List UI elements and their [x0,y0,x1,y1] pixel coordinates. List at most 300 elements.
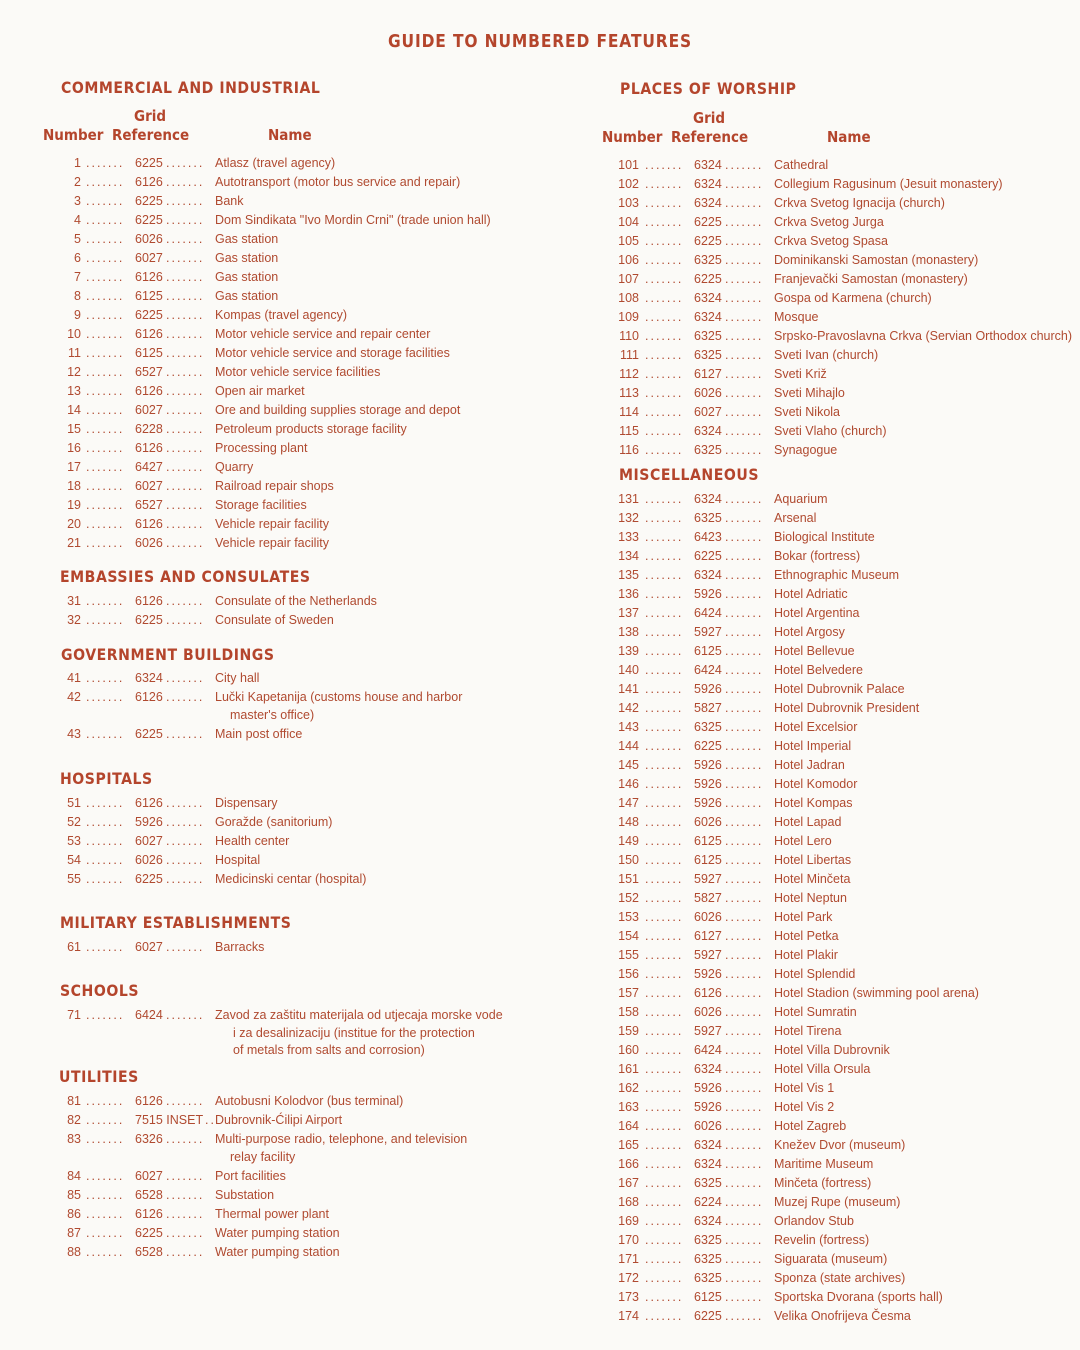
feature-number: 88 [67,1245,81,1259]
grid-reference: 5927 [694,948,722,962]
feature-entry [597,346,1077,365]
leader-dots: ....... [86,872,125,886]
feature-name: Hotel Stadion (swimming pool arena) [774,986,979,1000]
feature-number: 10 [67,327,81,341]
feature-number: 11 [68,346,81,360]
grid-reference: 6324 [694,1138,722,1152]
feature-number: 149 [618,834,639,848]
feature-entry [38,1243,518,1262]
leader-dots: ....... [645,644,684,658]
leader-dots: ....... [86,232,125,246]
feature-number: 105 [618,234,639,248]
feature-name: Crkva Svetog Jurga [774,215,884,229]
leader-dots: ....... [725,329,764,343]
leader-dots: ....... [725,853,764,867]
leader-dots: ....... [725,1024,764,1038]
grid-reference: 6324 [694,1214,722,1228]
leader-dots: ....... [725,910,764,924]
leader-dots: ....... [645,196,684,210]
leader-dots: ....... [645,815,684,829]
feature-name: Crkva Svetog Ignacija (church) [774,196,945,210]
feature-entry [38,439,518,458]
feature-number: 101 [618,158,639,172]
feature-name: Hotel Splendid [774,967,856,981]
leader-dots: ....... [86,460,125,474]
leader-dots: ....... [725,834,764,848]
grid-reference: 5827 [694,701,722,715]
leader-dots: ....... [725,1195,764,1209]
leader-dots: ....... [645,177,684,191]
grid-reference: 6228 [135,422,163,436]
leader-dots: ....... [166,517,205,531]
feature-entry [597,737,1077,756]
grid-reference: 5926 [694,777,722,791]
feature-name: Franjevački Samostan (monastery) [774,272,968,286]
feature-number: 8 [74,289,81,303]
feature-number: 51 [67,796,81,810]
feature-number: 168 [618,1195,639,1209]
leader-dots: ....... [166,690,205,704]
leader-dots: ....... [645,986,684,1000]
feature-name: Quarry [215,460,254,474]
feature-name: Goražde (sanitorium) [215,815,333,829]
grid-reference: 6325 [694,1252,722,1266]
feature-entry [38,1130,518,1149]
grid-reference: 6324 [135,671,163,685]
feature-entry [38,813,518,832]
leader-dots: ....... [166,834,205,848]
leader-dots: ....... [86,270,125,284]
leader-dots: ....... [725,1005,764,1019]
leader-dots: ....... [725,1271,764,1285]
feature-entry [597,604,1077,623]
feature-entry [38,1186,518,1205]
leader-dots: ....... [86,1207,125,1221]
feature-name: Vehicle repair facility [215,536,329,550]
grid-reference: 6324 [694,291,722,305]
feature-entry [597,946,1077,965]
feature-entry [38,458,518,477]
leader-dots: ....... [645,663,684,677]
grid-reference: 6125 [694,834,722,848]
leader-dots: ....... [86,346,125,360]
feature-entry [597,1041,1077,1060]
feature-entry [597,308,1077,327]
feature-entry [38,325,518,344]
feature-entry [597,718,1077,737]
feature-entry [38,1167,518,1186]
leader-dots: ....... [166,384,205,398]
feature-entry [597,566,1077,585]
leader-dots: ....... [166,727,205,741]
leader-dots: ....... [645,872,684,886]
feature-number: 154 [618,929,639,943]
leader-dots: ....... [166,270,205,284]
grid-reference: 6324 [694,177,722,191]
grid-reference: 6225 [135,872,163,886]
grid-reference: 5926 [694,758,722,772]
leader-dots: ....... [166,594,205,608]
feature-number: 171 [618,1252,639,1266]
leader-dots: ....... [86,613,125,627]
leader-dots: ....... [645,272,684,286]
leader-dots: ....... [86,1226,125,1240]
leader-dots: .. [205,1113,216,1127]
feature-number: 116 [619,443,639,457]
feature-name: Hotel Vis 2 [774,1100,835,1114]
feature-name: Autotransport (motor bus service and repair) [215,175,461,189]
feature-entry [38,363,518,382]
feature-entry [38,851,518,870]
feature-name: Gospa od Karmena (church) [774,291,932,305]
feature-name: Dispensary [215,796,278,810]
grid-reference: 6126 [694,986,722,1000]
feature-number: 141 [618,682,639,696]
leader-dots: ....... [86,1188,125,1202]
feature-entry [597,585,1077,604]
section-heading-utilities: UTILITIES [59,1067,139,1086]
grid-reference: 6126 [135,175,163,189]
leader-dots: ....... [86,194,125,208]
leader-dots: ....... [725,701,764,715]
leader-dots: ....... [725,158,764,172]
feature-number: 111 [619,348,639,362]
leader-dots: ....... [86,251,125,265]
grid-reference: 6126 [135,517,163,531]
grid-reference: 6424 [694,663,722,677]
leader-dots: ....... [645,215,684,229]
page-title: GUIDE TO NUMBERED FEATURES [387,31,693,52]
feature-number: 174 [618,1309,639,1323]
grid-reference: 5926 [694,1100,722,1114]
feature-entry [597,832,1077,851]
leader-dots: ....... [725,758,764,772]
leader-dots: ....... [166,479,205,493]
feature-name: Sveti Nikola [774,405,840,419]
grid-reference: 6126 [135,384,163,398]
leader-dots: ....... [166,232,205,246]
grid-reference: 6225 [135,213,163,227]
feature-number: 155 [618,948,639,962]
leader-dots: ....... [645,777,684,791]
leader-dots: ....... [725,1138,764,1152]
leader-dots: ....... [725,1100,764,1114]
feature-entry [597,794,1077,813]
feature-name: Mosque [774,310,819,324]
feature-name: Atlasz (travel agency) [215,156,336,170]
leader-dots: ....... [725,872,764,886]
feature-name: Substation [215,1188,275,1202]
leader-dots: ....... [645,386,684,400]
feature-name: Vehicle repair facility [215,517,329,531]
feature-name: Processing plant [215,441,308,455]
feature-entry [38,211,518,230]
feature-name: Consulate of the Netherlands [215,594,377,608]
feature-entry [38,173,518,192]
feature-name: Revelin (fortress) [774,1233,870,1247]
feature-entry [597,194,1077,213]
leader-dots: ....... [86,815,125,829]
feature-entry [597,1098,1077,1117]
feature-number: 162 [618,1081,639,1095]
feature-number: 54 [67,853,81,867]
feature-number: 2 [74,175,81,189]
grid-reference: 6225 [694,272,722,286]
feature-entry [597,642,1077,661]
leader-dots: ....... [645,1005,684,1019]
feature-number: 156 [618,967,639,981]
leader-dots: ....... [86,365,125,379]
leader-dots: ....... [725,291,764,305]
feature-name: Orlandov Stub [774,1214,854,1228]
feature-entry [38,401,518,420]
header-name: Name [268,126,312,144]
leader-dots: ....... [166,1169,205,1183]
grid-reference: 5927 [694,625,722,639]
feature-number: 140 [618,663,639,677]
feature-number: 138 [618,625,639,639]
grid-reference: 6326 [135,1132,163,1146]
grid-reference: 6324 [694,492,722,506]
feature-name: Arsenal [774,511,817,525]
grid-reference: 6324 [694,196,722,210]
leader-dots: ....... [645,329,684,343]
feature-name: Gas station [215,232,279,246]
feature-number: 18 [67,479,81,493]
grid-reference: 6225 [135,1226,163,1240]
feature-number: 107 [618,272,639,286]
leader-dots: ....... [166,613,205,627]
leader-dots: ....... [725,587,764,601]
section-heading-commercial: COMMERCIAL AND INDUSTRIAL [61,78,321,97]
feature-number: 150 [618,853,639,867]
feature-number: 145 [618,758,639,772]
leader-dots: ....... [86,156,125,170]
feature-number: 114 [619,405,639,419]
feature-entry [38,477,518,496]
feature-number: 113 [619,386,639,400]
grid-reference: 6528 [135,1188,163,1202]
leader-dots: ....... [645,348,684,362]
grid-reference: 5926 [694,682,722,696]
leader-dots: ....... [725,177,764,191]
feature-number: 143 [618,720,639,734]
leader-dots: ....... [166,251,205,265]
leader-dots: ....... [166,1188,205,1202]
feature-number: 135 [618,568,639,582]
feature-entry [38,669,518,688]
grid-reference: 6027 [135,940,163,954]
feature-number: 173 [618,1290,639,1304]
feature-name: Barracks [215,940,265,954]
feature-number: 82 [67,1113,81,1127]
leader-dots: ....... [166,346,205,360]
leader-dots: ....... [86,1245,125,1259]
leader-dots: ....... [166,671,205,685]
leader-dots: ....... [86,403,125,417]
feature-name: Hospital [215,853,261,867]
leader-dots: ....... [86,1008,125,1022]
feature-entry [597,547,1077,566]
feature-entry [597,661,1077,680]
leader-dots: ....... [86,498,125,512]
feature-number: 163 [618,1100,639,1114]
feature-name: Railroad repair shops [215,479,334,493]
feature-entry [38,938,518,957]
feature-entry [38,496,518,515]
leader-dots: ....... [725,492,764,506]
leader-dots: ....... [645,158,684,172]
feature-name: Ethnographic Museum [774,568,900,582]
grid-reference: 6325 [694,329,722,343]
leader-dots: ....... [166,213,205,227]
grid-reference: 6126 [135,796,163,810]
leader-dots: ....... [86,175,125,189]
leader-dots: ....... [645,1309,684,1323]
feature-entry [597,851,1077,870]
leader-dots: ....... [645,910,684,924]
leader-dots: ....... [645,234,684,248]
leader-dots: ....... [645,443,684,457]
feature-entry [597,156,1077,175]
feature-entry [597,213,1077,232]
leader-dots: ....... [645,701,684,715]
feature-number: 6 [74,251,81,265]
feature-name: Dubrovnik-Ćilipi Airport [215,1113,343,1127]
feature-entry [38,725,518,744]
feature-entry [597,1288,1077,1307]
grid-reference: 6324 [694,568,722,582]
leader-dots: ....... [86,834,125,848]
feature-name: Hotel Lapad [774,815,842,829]
leader-dots: ....... [645,511,684,525]
leader-dots: ....... [166,194,205,208]
feature-number: 153 [618,910,639,924]
feature-number: 172 [618,1271,639,1285]
leader-dots: ....... [645,1271,684,1285]
feature-entry [38,268,518,287]
leader-dots: ....... [86,796,125,810]
feature-name: Medicinski centar (hospital) [215,872,367,886]
feature-entry [597,509,1077,528]
leader-dots: ....... [725,443,764,457]
feature-name: Hotel Komodor [774,777,858,791]
feature-entry [597,1174,1077,1193]
feature-number: 110 [619,329,639,343]
leader-dots: ....... [725,815,764,829]
feature-entry [38,1111,518,1130]
feature-number: 86 [67,1207,81,1221]
feature-entry [597,699,1077,718]
feature-number: 71 [67,1008,81,1022]
grid-reference: 6424 [694,606,722,620]
feature-name: Hotel Petka [774,929,839,943]
leader-dots: ....... [645,1252,684,1266]
leader-dots: ....... [645,1157,684,1171]
leader-dots: ....... [645,530,684,544]
feature-number: 43 [67,727,81,741]
feature-entry [38,1092,518,1111]
leader-dots: ....... [725,606,764,620]
grid-reference: 5926 [694,1081,722,1095]
grid-reference: 6127 [694,929,722,943]
leader-dots: ....... [725,1309,764,1323]
feature-name: Hotel Park [774,910,833,924]
leader-dots: ....... [725,1062,764,1076]
feature-name: Hotel Villa Dubrovnik [774,1043,890,1057]
feature-number: 85 [67,1188,81,1202]
leader-dots: ....... [166,872,205,886]
feature-entry [597,175,1077,194]
feature-entry [38,230,518,249]
grid-reference: 6126 [135,441,163,455]
feature-name: Sveti Mihajlo [774,386,845,400]
column-headers-right [597,109,1077,149]
feature-entry [597,422,1077,441]
feature-number: 161 [618,1062,639,1076]
grid-reference: 6324 [694,310,722,324]
feature-name: Hotel Dubrovnik Palace [774,682,905,696]
leader-dots: ....... [166,815,205,829]
leader-dots: ....... [725,196,764,210]
grid-reference: 6026 [694,815,722,829]
grid-reference: 6026 [135,853,163,867]
leader-dots: ....... [725,663,764,677]
feature-number: 146 [618,777,639,791]
feature-name: Sveti Križ [774,367,827,381]
leader-dots: ....... [166,156,205,170]
leader-dots: ....... [725,986,764,1000]
feature-name: Kompas (travel agency) [215,308,348,322]
feature-name: Dominikanski Samostan (monastery) [774,253,979,267]
leader-dots: ....... [86,422,125,436]
feature-number: 159 [618,1024,639,1038]
feature-name: Dom Sindikata "Ivo Mordin Crni" (trade union hall) [215,213,491,227]
grid-reference: 6125 [135,289,163,303]
feature-entry [597,403,1077,422]
feature-number: 158 [618,1005,639,1019]
grid-reference: 6026 [694,910,722,924]
feature-name: Motor vehicle service and repair center [215,327,431,341]
feature-number: 164 [618,1119,639,1133]
feature-number: 152 [618,891,639,905]
leader-dots: ....... [645,549,684,563]
feature-entry [597,1193,1077,1212]
feature-entry [597,870,1077,889]
feature-number: 17 [67,460,81,474]
leader-dots: ....... [645,1062,684,1076]
feature-entry [597,1307,1077,1326]
leader-dots: ....... [86,308,125,322]
grid-reference: 6225 [694,549,722,563]
feature-name: Hotel Bellevue [774,644,855,658]
feature-number: 4 [74,213,81,227]
leader-dots: ....... [86,594,125,608]
feature-name: Thermal power plant [215,1207,329,1221]
leader-dots: ....... [645,424,684,438]
leader-dots: ....... [86,384,125,398]
header-number: Number [43,126,104,144]
feature-name-continuation: i za desalinizaciju (institue for the protection [233,1026,475,1040]
leader-dots: ....... [645,834,684,848]
feature-name: Hotel Villa Orsula [774,1062,871,1076]
leader-dots: ....... [725,367,764,381]
grid-reference: 6225 [135,156,163,170]
feature-name: Hotel Adriatic [774,587,848,601]
feature-name: Gas station [215,251,279,265]
feature-entry [597,251,1077,270]
feature-entry [597,384,1077,403]
